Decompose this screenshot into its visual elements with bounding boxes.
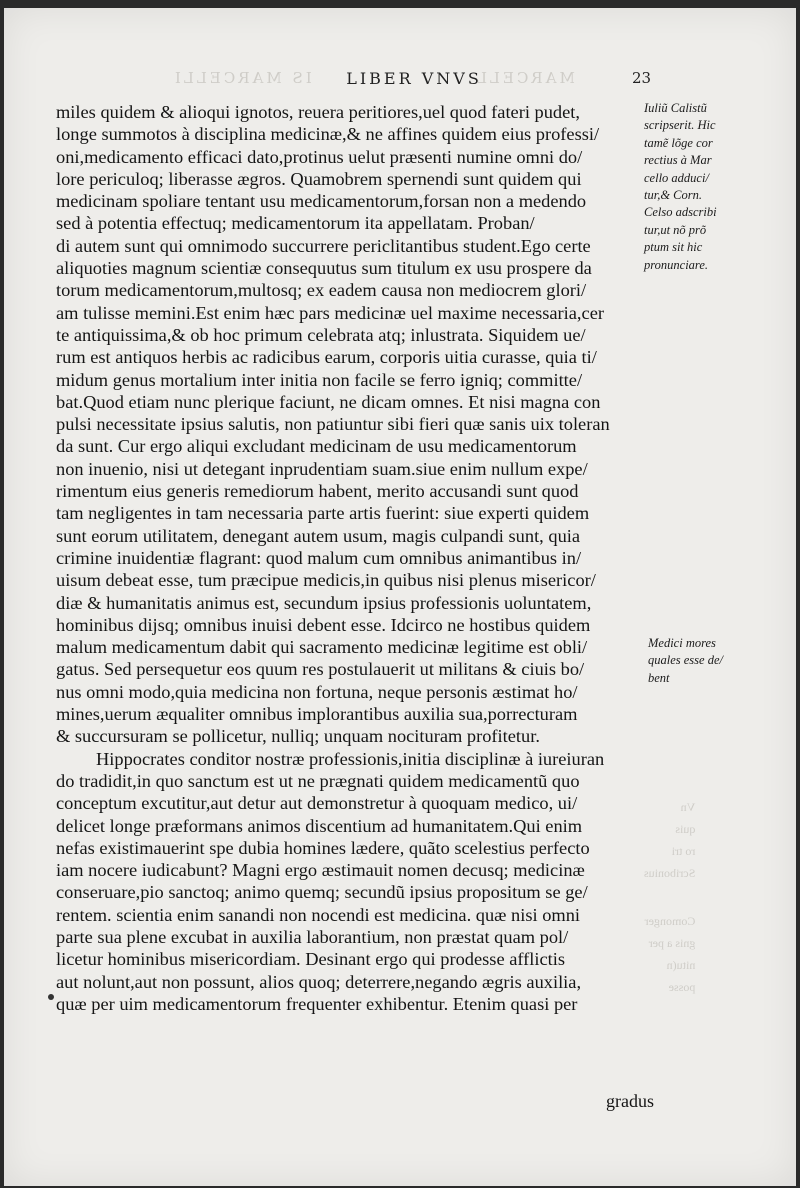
text-line: pulsi necessitate ipsius salutis, non patiuntur sibi fieri quæ sanis uix toleran <box>56 414 610 435</box>
text-line: nus omni modo,quia medicina non fortuna, neque personis æstimat ho/ <box>56 681 578 702</box>
marginal-note-line: tamẽ lõge cor <box>644 135 713 150</box>
text-line: iam nocere iudicabunt? Magni ergo æstimauit nomen decusq; medicinæ <box>56 860 585 881</box>
text-line: rimentum eius generis remediorum habent, merito accusandi sunt quod <box>56 481 579 502</box>
text-line: di autem sunt qui omnimodo succurrere periclitantibus student.Ego certe <box>56 235 591 256</box>
marginal-note-line: cello adduci/ <box>644 170 709 185</box>
text-line: tam negligentes in tam necessaria parte artis fuerint: siue experti quidem <box>56 503 590 524</box>
text-line: aut nolunt,aut non possunt, alios quoq; deterrere,negando ægris auxilia, <box>56 971 582 992</box>
text-line: lore periculoq; liberasse ægros. Quamobrem spernendi sunt quidem qui <box>56 168 582 189</box>
marginal-note-line: rectius à Mar <box>644 153 712 168</box>
text-line: te antiquissima,& ob hoc primum celebrata atq; inlustrata. Siquidem ue/ <box>56 324 586 345</box>
text-line: gatus. Sed persequetur eos quum res postulauerit ut militans & ciuis bo/ <box>56 659 585 680</box>
text-line: & succursuram se pollicetur, nulliq; unquam nocituram profitetur. <box>56 726 540 747</box>
text-line: diæ & humanitatis animus est, secundum ipsius professionis uoluntatem, <box>56 592 592 613</box>
text-line: do tradidit,in quo sanctum est ut ne prægnati quidem medicamentũ quo <box>56 770 580 791</box>
marginal-note-line: scripserit. Hic <box>644 118 716 133</box>
marginal-note-line: tur,& Corn. <box>644 188 703 203</box>
marginal-note-line: pronunciare. <box>644 257 708 272</box>
page-number: 23 <box>632 69 652 87</box>
text-line: sunt eorum utilitatem, denegant autem usum, magis culpandi sunt, quia <box>56 525 581 546</box>
text-line: medicinam spoliare tentant usu medicamentorum,forsan non a medendo <box>56 191 587 212</box>
text-line: da sunt. Cur ergo aliqui excludant medicinam de usu medicamentorum <box>56 436 577 457</box>
show-through-line: quis <box>675 822 696 836</box>
text-line: aliquoties magnum scientiæ consequutus sum titulum ex usu prospere da <box>56 258 592 279</box>
marginal-note-attribution <box>644 100 756 274</box>
text-line: Hippocrates conditor nostræ professionis,initia disciplinæ à iureiuran <box>96 748 605 769</box>
running-title: LIBER VNVS <box>346 69 482 88</box>
text-line: bat.Quod etiam nunc plerique faciunt, ne dicam omnes. Et nisi magna con <box>56 391 601 412</box>
show-through-line: posse <box>668 980 696 994</box>
marginal-note-line: ptum sit hic <box>644 240 703 255</box>
marginal-note-line: tur,ut nõ prõ <box>644 222 707 237</box>
text-line: mines,uerum æqualiter omnibus implorantibus auxilia sua,porrecturam <box>56 704 578 725</box>
main-text-block <box>56 101 640 1015</box>
text-line: non inuenio, nisi ut detegant inprudentiam suam.siue enim nullum expe/ <box>56 458 588 479</box>
text-line: quæ per uim medicamentorum frequenter exhibentur. Etenim quasi per <box>56 993 578 1014</box>
text-line: licetur hominibus misericordiam. Desinant ergo qui prodesse afflictis <box>56 949 566 970</box>
text-line: delicet longe præformans animos discentium ad humanitatem.Qui enim <box>56 815 583 836</box>
text-line: hominibus dijsq; omnibus inuisi debent esse. Idcirco ne hostibus quidem <box>56 614 591 635</box>
marginal-note-line: bent <box>648 670 670 685</box>
show-through-line: Comonger <box>644 914 696 928</box>
show-through-left: IS MARCELLI <box>172 69 312 87</box>
text-line: longe summotos à disciplina medicinæ,& ne affines quidem eius professi/ <box>56 124 600 145</box>
marginal-note-medici-mores <box>648 635 760 687</box>
text-line: midum genus mortalium inter initia non facile se ferro igniq; committe/ <box>56 369 583 390</box>
text-line: nefas existimauerint spe dubia homines lædere, quãto scelestius perfecto <box>56 837 590 858</box>
text-line: uisum debeat esse, tum præcipue medicis,in quibus nisi plenus misericor/ <box>56 570 596 591</box>
text-line: malum medicamentum dabit qui sacramento medicinæ legitime est obli/ <box>56 637 588 658</box>
show-through-line: Scribonius <box>644 866 696 880</box>
show-through-line: nitu(n <box>666 958 696 972</box>
text-line: sed à potentia effectuq; medicamentorum ita appellatam. Proban/ <box>56 213 535 234</box>
show-through-line: Vn <box>680 800 696 814</box>
book-page <box>4 8 796 1186</box>
marginal-note-line: quales esse de/ <box>648 653 723 668</box>
text-line: rentem. scientia enim sanandi non nocendi est medicina. quæ nisi omni <box>56 904 581 925</box>
show-through-line: ro tri <box>671 844 696 858</box>
text-line: torum medicamentorum,multosq; ex eadem causa non mediocrem glori/ <box>56 280 587 301</box>
marginal-note-line: Iuliũ Calistũ <box>644 101 707 115</box>
show-through-line: gnis a per <box>648 936 696 950</box>
catchword: gradus <box>606 1091 654 1111</box>
ink-spot <box>48 994 54 1000</box>
text-line: conceptum excutitur,aut detur aut demonstretur à quoquam medico, ui/ <box>56 793 578 814</box>
show-through-margin <box>644 798 695 1000</box>
marginal-note-line: Medici mores <box>648 636 716 650</box>
show-through-right: MARCELL <box>474 69 575 87</box>
text-line: rum est antiquos herbis ac radicibus earum, corporis uitia curasse, quia ti/ <box>56 347 597 368</box>
text-line: crimine inuidentiæ flagrant: quod malum cum omnibus animantibus in/ <box>56 547 582 568</box>
text-line: am tulisse memini.Est enim hæc pars medicinæ uel maxime necessaria,cer <box>56 302 604 323</box>
text-line: oni,medicamento efficaci dato,protinus uelut præsenti numine omni do/ <box>56 146 583 167</box>
text-line: miles quidem & alioqui ignotos, reuera peritiores,uel quod fateri pudet, <box>56 102 580 122</box>
text-line: conseruare,pio sanctoq; animo quemq; secundũ ipsius propositum se ge/ <box>56 882 588 903</box>
marginal-note-line: Celso adscribi <box>644 205 717 220</box>
text-line: parte sua plene excubat in auxilia laborantium, non præstat quam pol/ <box>56 926 569 947</box>
